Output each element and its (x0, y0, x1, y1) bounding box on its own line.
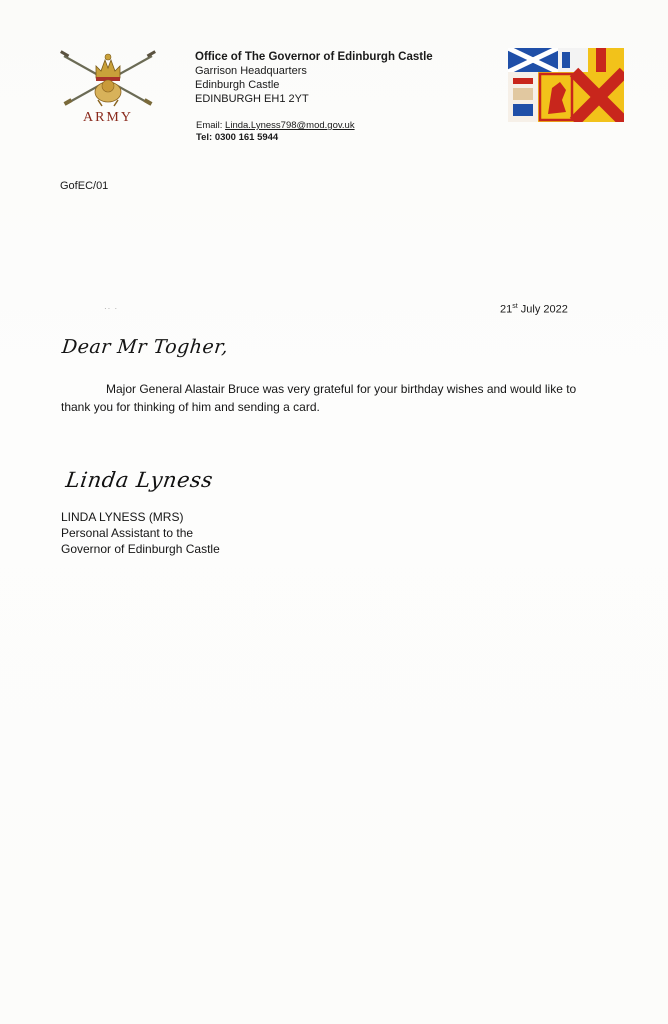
army-crest-icon (58, 48, 158, 110)
signature-block (61, 509, 220, 557)
handwritten-signature: Linda Lyness (64, 468, 215, 492)
body-line-1: Major General Alastair Bruce was very grateful for your birthday wishes and would like to (106, 382, 577, 396)
email-label: Email: (196, 120, 223, 131)
body-line-2: thank you for thinking of him and sending a card. (61, 400, 320, 414)
date-suffix: st (512, 303, 518, 310)
reference-number: GofEC/01 (60, 180, 109, 192)
letterhead-contact (196, 120, 355, 144)
email-row (196, 120, 355, 132)
army-label: ARMY (82, 110, 133, 125)
date-rest: July 2022 (517, 303, 568, 316)
letter-body (61, 380, 668, 416)
telephone: Tel: 0300 161 5944 (196, 132, 279, 143)
date-day: 21 (500, 303, 513, 316)
scan-artifact: ·· · (104, 304, 119, 313)
address-line-1: Garrison Headquarters (195, 65, 307, 77)
letterhead-address (195, 50, 433, 106)
signatory-name: LINDA LYNESS (MRS) (61, 510, 184, 524)
flags-emblem (508, 48, 624, 122)
letter-date (500, 303, 568, 316)
army-crest (58, 48, 158, 130)
email-link[interactable]: Linda.Lyness798@mod.gov.uk (225, 120, 355, 131)
scottish-flags-icon (508, 48, 624, 122)
signatory-title-1: Personal Assistant to the (61, 526, 194, 540)
address-line-3: EDINBURGH EH1 2YT (195, 93, 309, 105)
signatory-title-2: Governor of Edinburgh Castle (61, 542, 220, 556)
office-title: Office of The Governor of Edinburgh Castle (195, 51, 433, 63)
address-line-2: Edinburgh Castle (195, 79, 280, 91)
salutation: Dear Mr Togher, (60, 336, 230, 358)
